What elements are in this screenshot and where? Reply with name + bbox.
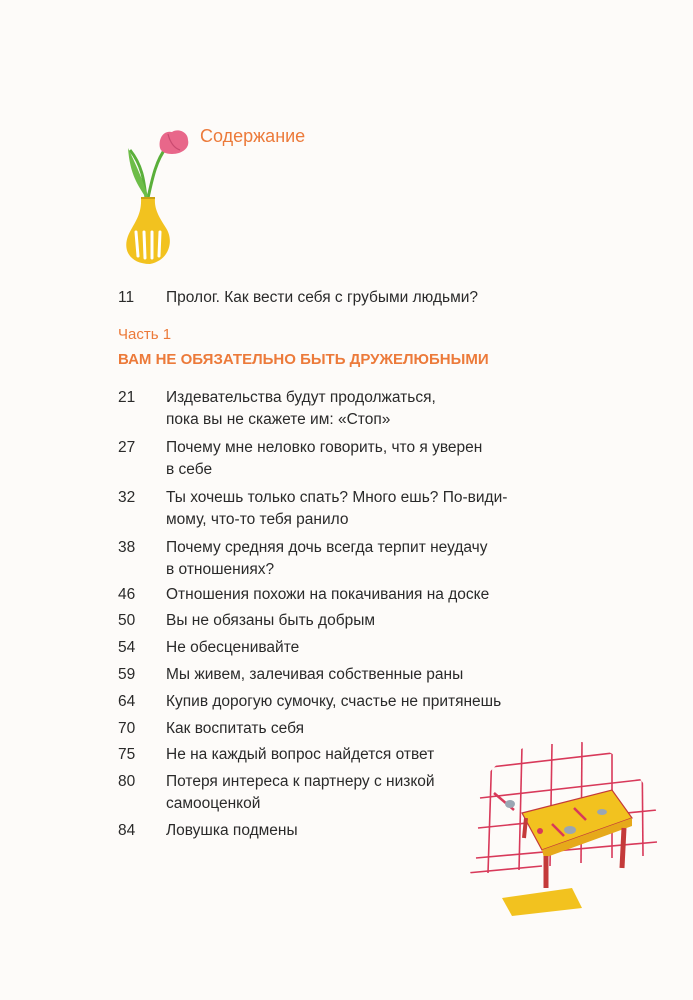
entry-title: Издевательства будут продолжаться, пока вы не скажете им: «Стоп» <box>166 389 436 428</box>
entry-title: Мы живем, залечивая собственные раны <box>166 666 464 683</box>
page-number: 50 <box>118 612 136 629</box>
page-number: 27 <box>118 439 136 456</box>
page-title: Содержание <box>200 126 306 146</box>
part-label: Часть 1 <box>118 326 172 343</box>
part-title: ВАМ НЕ ОБЯЗАТЕЛЬНО БЫТЬ ДРУЖЕЛЮБНЫМИ <box>118 351 489 368</box>
page-number: 38 <box>118 539 136 556</box>
entry-title: Ловушка подмены <box>166 822 298 839</box>
page-number: 21 <box>118 389 136 406</box>
entry-title: Вы не обязаны быть добрым <box>166 612 376 629</box>
entry-title: Ты хочешь только спать? Много ешь? По-види- мому, что-то тебя ранило <box>166 489 508 528</box>
entry-title: Отношения похожи на покачивания на доске <box>166 586 490 603</box>
page-number: 11 <box>118 289 135 306</box>
page-number: 46 <box>118 586 136 603</box>
table-illustration-icon <box>462 738 657 933</box>
page-number: 59 <box>118 666 136 683</box>
page-number: 54 <box>118 639 136 656</box>
page-number: 64 <box>118 693 136 710</box>
entry-title: Почему средняя дочь всегда терпит неудачу в отношениях? <box>166 539 488 578</box>
entry-title: Пролог. Как вести себя с грубыми людьми? <box>166 289 479 306</box>
page-number: 80 <box>118 773 136 790</box>
entry-title: Потеря интереса к партнеру с низкой самооценкой <box>166 773 435 812</box>
page-number: 70 <box>118 720 136 737</box>
page-number: 84 <box>118 822 136 839</box>
entry-title: Почему мне неловко говорить, что я уверен в себе <box>166 439 483 478</box>
page-number: 32 <box>118 489 136 506</box>
entry-title: Купив дорогую сумочку, счастье не притянешь <box>166 693 502 710</box>
tulip-vase-icon <box>108 120 198 270</box>
page-number: 75 <box>118 746 136 763</box>
entry-title: Как воспитать себя <box>166 720 305 737</box>
entry-title: Не обесценивайте <box>166 639 300 656</box>
entry-title: Не на каждый вопрос найдется ответ <box>166 746 435 763</box>
